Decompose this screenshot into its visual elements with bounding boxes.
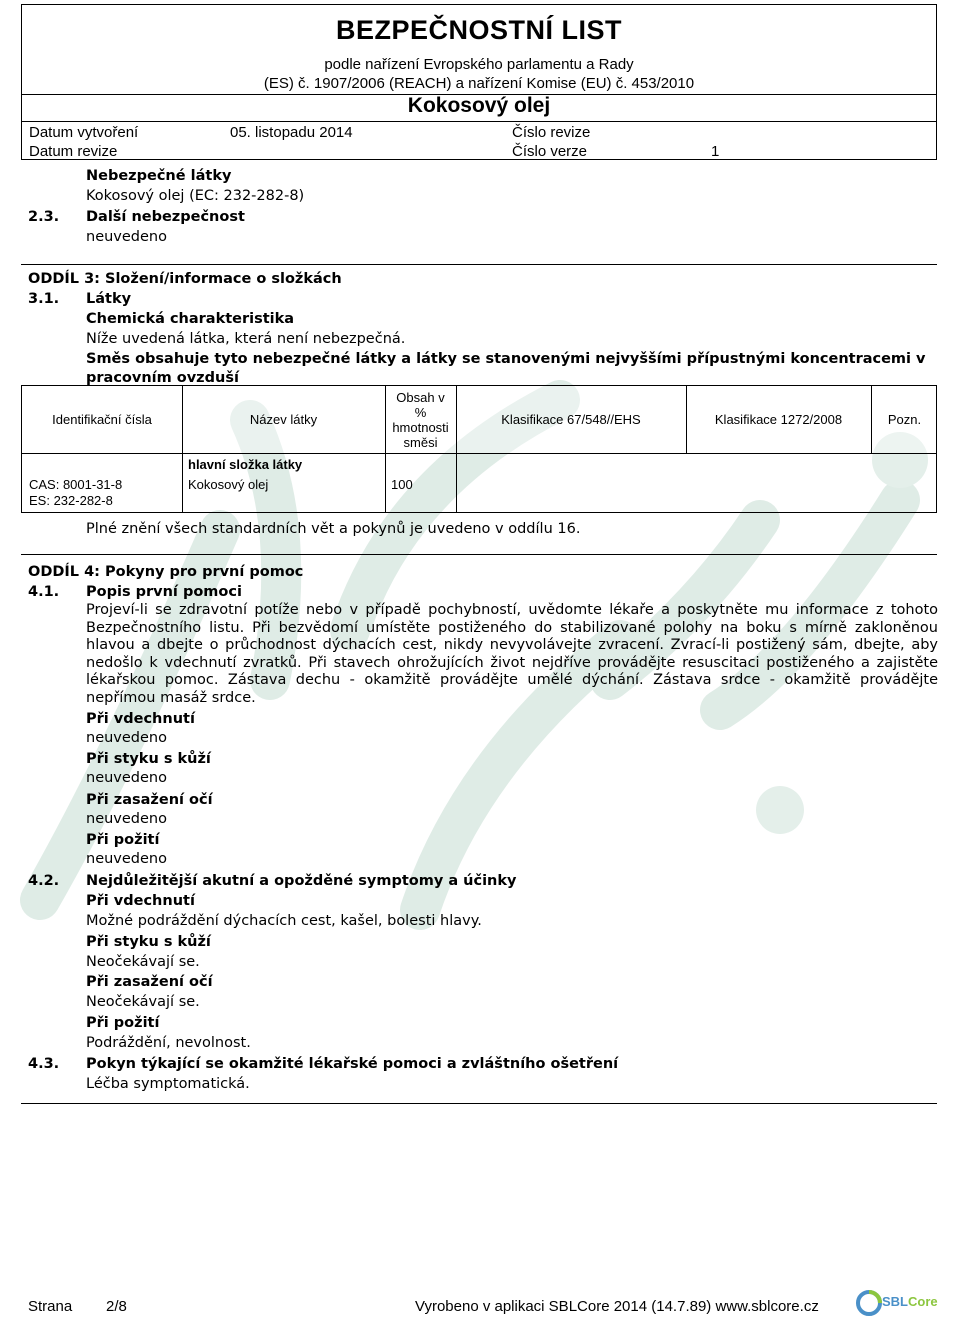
inhalation-value: neuvedeno (86, 730, 167, 746)
section-number: 4.1. (28, 584, 60, 600)
hazard-substances-title: Nebezpečné látky (86, 168, 232, 184)
produced-by-text: Vyrobeno v aplikaci SBLCore 2014 (14.7.89) www.sblcore.cz (415, 1298, 819, 1315)
col-header-class-ehs: Klasifikace 67/548//EHS (501, 412, 641, 427)
created-value: 05. listopadu 2014 (230, 124, 353, 141)
eye-contact-value: neuvedeno (86, 811, 167, 827)
other-hazards-value: neuvedeno (86, 229, 167, 245)
sblcore-logo: SBLCore (856, 1290, 936, 1316)
eye-contact-title: Při zasažení očí (86, 974, 213, 990)
product-name: Kokosový olej (407, 94, 551, 117)
eye-contact-title: Při zasažení očí (86, 792, 213, 808)
document-header (21, 4, 937, 160)
first-aid-description-title: Popis první pomoci (86, 584, 242, 600)
version-label: Číslo verze (512, 143, 588, 160)
revision-no-label: Číslo revize (512, 124, 591, 141)
medical-attention-value: Léčba symptomatická. (86, 1076, 250, 1092)
section-number: 4.2. (28, 873, 60, 889)
main-component-label: hlavní složka látky (188, 457, 303, 472)
full-text-note: Plné znění všech standardních vět a pokynů je uvedeno v oddílu 16. (86, 521, 581, 537)
composition-table (21, 385, 937, 513)
inhalation-title: Při vdechnutí (86, 893, 195, 909)
other-hazards-title: Další nebezpečnost (86, 209, 245, 225)
page-label: Strana (28, 1298, 73, 1315)
substances-title: Látky (86, 291, 132, 307)
chem-characteristic-text: Níže uvedená látka, která není nebezpečná. (86, 331, 406, 347)
cas-number: CAS: 8001-31-8 (29, 477, 123, 492)
page-number: 2/8 (106, 1298, 127, 1315)
revision-date-label: Datum revize (29, 143, 118, 160)
ingestion-title: Při požití (86, 832, 160, 848)
regulation-text: podle nařízení Evropského parlamentu a Rady (ES) č. 1907/2006 (REACH) a nařízení Komise (EU) č. 453/2010 (263, 56, 695, 92)
document-title: BEZPEČNOSTNÍ LIST (335, 15, 622, 45)
mixture-title-cont: pracovním ovzduší (86, 370, 239, 386)
section-number: 3.1. (28, 291, 60, 307)
header-meta (22, 121, 936, 160)
skin-contact-value: neuvedeno (86, 770, 167, 786)
col-header-name: Název látky (249, 412, 318, 427)
first-aid-description-text: Projeví-li se zdravotní potíže nebo v případě pochybností, uvědomte lékaře a poskytněte mu informace z tohoto Bezpečnostního listu. Při bezvědomí umístěte postiženého do stabilizované polohy na boku s mírně zakloněnou hlavou a dbejte o průchodnost dýchacích cest, nikdy nevyvolávejte zvracení. Zvrací-li postižený sám, dbejte, aby nedošlo k vdechnutí zvratků. Při stavech ohrožujících život nejdříve provádějte resuscitaci postiženého a zajistěte lékařskou pomoc. Zástava dechu - okamžitě provádějte umělé dýchání. Zástava srdce - okamžitě provádějte nepřímou masáž srdce. (86, 602, 938, 706)
ingestion-value: Podráždění, nevolnost. (86, 1035, 251, 1051)
mixture-title: Směs obsahuje tyto nebezpečné látky a látky se stanovenými nejvyššími přípustnými koncentracemi v (86, 351, 926, 367)
section-3-title: ODDÍL 3: Složení/informace o složkách (28, 271, 342, 287)
substance-name: Kokosový olej (188, 477, 269, 492)
symptoms-title: Nejdůležitější akutní a opožděné symptomy a účinky (86, 873, 517, 889)
skin-contact-value: Neočekávají se. (86, 954, 200, 970)
col-header-note: Pozn. (887, 412, 922, 427)
created-label: Datum vytvoření (29, 124, 139, 141)
section-number: 2.3. (28, 209, 60, 225)
skin-contact-title: Při styku s kůží (86, 751, 211, 767)
es-number: ES: 232-282-8 (29, 493, 113, 508)
medical-attention-title: Pokyn týkající se okamžité lékařské pomoci a zvláštního ošetření (86, 1056, 619, 1072)
col-header-content: Obsah v % hmotnosti směsi (392, 390, 449, 450)
chem-characteristic-title: Chemická charakteristika (86, 311, 295, 327)
section-4-title: ODDÍL 4: Pokyny pro první pomoc (28, 564, 304, 580)
section-number: 4.3. (28, 1056, 60, 1072)
version-value: 1 (711, 143, 720, 160)
inhalation-value: Možné podráždění dýchacích cest, kašel, bolesti hlavy. (86, 913, 482, 929)
ingestion-title: Při požití (86, 1015, 160, 1031)
sblcore-logo-icon (856, 1290, 882, 1316)
substance-content: 100 (391, 477, 413, 492)
inhalation-title: Při vdechnutí (86, 711, 195, 727)
hazard-substances-value: Kokosový olej (EC: 232-282-8) (86, 188, 305, 204)
skin-contact-title: Při styku s kůží (86, 934, 211, 950)
ingestion-value: neuvedeno (86, 851, 167, 867)
col-header-class-clp: Klasifikace 1272/2008 (714, 412, 843, 427)
col-header-id: Identifikační čísla (52, 412, 152, 427)
eye-contact-value: Neočekávají se. (86, 994, 200, 1010)
